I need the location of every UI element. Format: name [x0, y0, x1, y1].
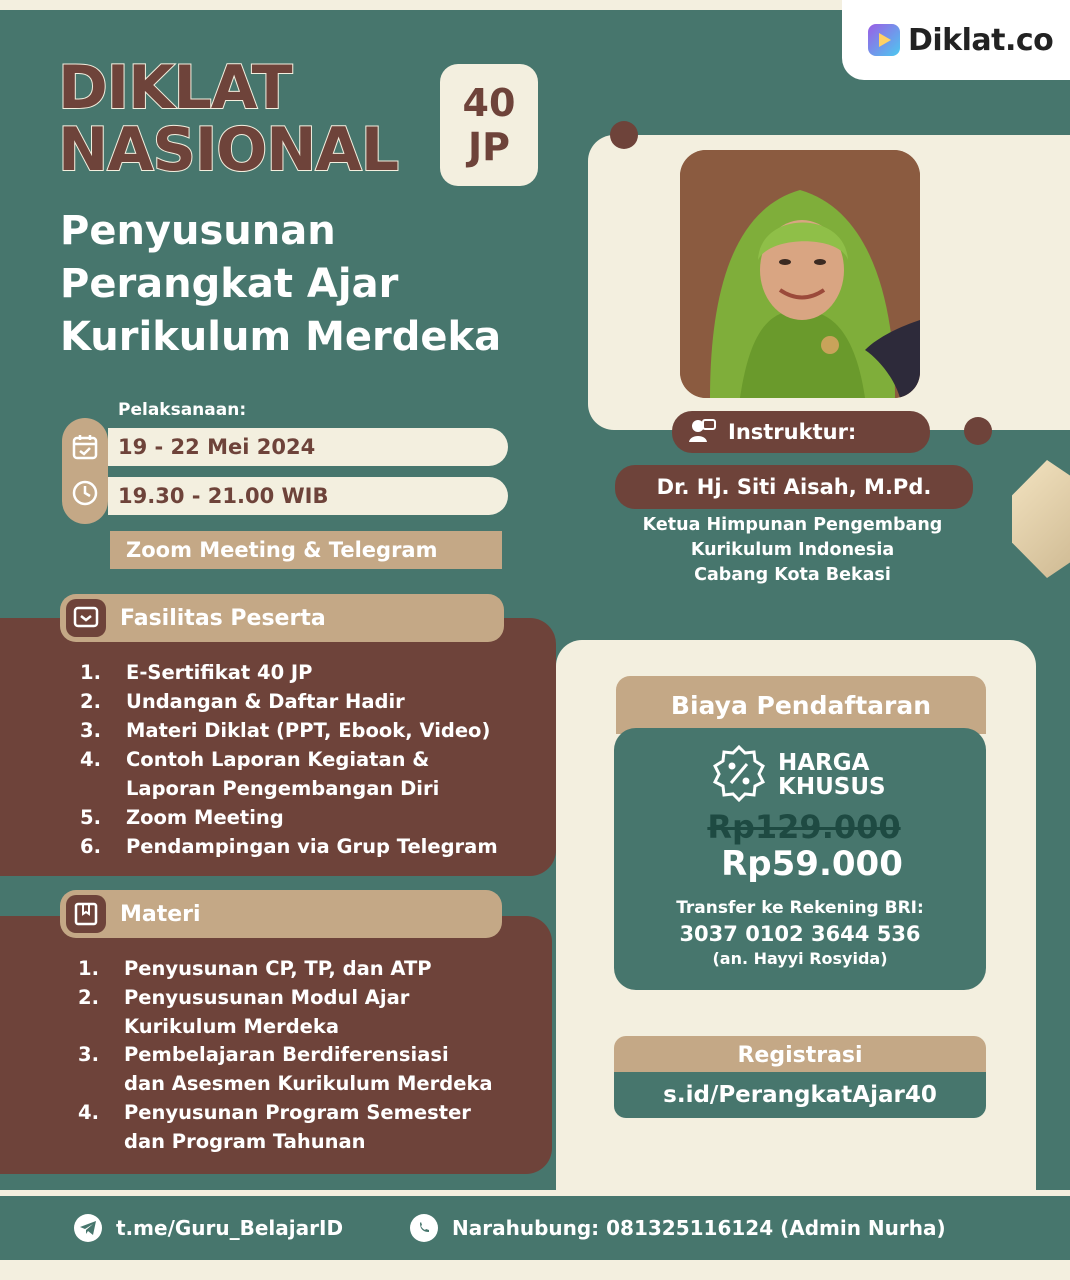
role-line-1: Ketua Himpunan Pengembang — [642, 515, 943, 535]
registration-link[interactable]: s.id/PerangkatAjar40 — [614, 1072, 986, 1118]
item-number: 3. — [78, 1043, 99, 1067]
list-item — [78, 984, 493, 1042]
subtitle-line-1: Penyusunan — [60, 208, 336, 254]
item-text-line-2: Kurikulum Merdeka — [124, 1014, 340, 1038]
instructor-name: Dr. Hj. Siti Aisah, M.Pd. — [656, 475, 932, 499]
instructor-label: Instruktur: — [728, 420, 857, 444]
list-item — [80, 716, 498, 745]
item-text — [124, 984, 409, 1042]
item-number: 3. — [80, 719, 101, 742]
role-line-3: Cabang Kota Bekasi — [694, 565, 891, 585]
facilities-list — [80, 658, 498, 861]
materials-heading: Materi — [120, 901, 201, 927]
list-item — [80, 832, 498, 861]
special-line-2: KHUSUS — [778, 774, 886, 800]
decor-dot — [964, 417, 992, 445]
item-number: 2. — [78, 985, 99, 1009]
role-line-2: Kurikulum Indonesia — [690, 540, 895, 560]
account-number: 3037 0102 3644 536 — [679, 922, 921, 946]
item-text: E-Sertifikat 40 JP — [126, 661, 313, 684]
schedule-label: Pelaksanaan: — [118, 400, 247, 420]
footer-contact[interactable] — [410, 1210, 946, 1246]
list-item — [80, 658, 498, 687]
certificate-icon — [66, 599, 106, 637]
schedule-date: 19 - 22 Mei 2024 — [108, 428, 508, 466]
title-line-1: DIKLAT — [58, 53, 292, 123]
list-item — [78, 955, 493, 984]
facilities-heading: Fasilitas Peserta — [120, 605, 326, 631]
item-text-line-2: Laporan Pengembangan Diri — [126, 777, 440, 800]
special-price-text — [778, 751, 886, 799]
transfer-info — [614, 896, 986, 970]
old-price: Rp129.000 — [707, 808, 901, 846]
decor-dot — [610, 121, 638, 149]
item-text-line-2: dan Program Tahunan — [124, 1129, 366, 1153]
logo-text: Diklat.co — [908, 22, 1054, 58]
item-text-line-1: Contoh Laporan Kegiatan & — [126, 748, 430, 771]
item-text-line-1: Pembelajaran Berdiferensiasi — [124, 1043, 449, 1067]
item-text — [124, 1041, 493, 1099]
jp-badge — [440, 64, 538, 186]
brand-logo[interactable] — [842, 0, 1070, 80]
item-number: 6. — [80, 835, 101, 858]
item-text: Pendampingan via Grup Telegram — [126, 835, 498, 858]
list-item — [80, 687, 498, 716]
facilities-heading-pill — [60, 594, 504, 642]
materials-list — [78, 955, 493, 1157]
whatsapp-icon — [410, 1214, 438, 1242]
special-price-badge — [710, 744, 886, 806]
list-item — [78, 1099, 493, 1157]
jp-badge-number: 40 — [462, 81, 516, 125]
title-line-2: NASIONAL — [58, 115, 399, 185]
item-text-line-1: Penyusunan Program Semester — [124, 1100, 471, 1124]
price-heading: Biaya Pendaftaran — [616, 676, 986, 734]
course-subtitle — [60, 205, 580, 364]
item-text — [126, 745, 439, 803]
item-number: 4. — [78, 1100, 99, 1124]
instructor-label-pill — [672, 411, 930, 453]
contact-text: Narahubung: 081325116124 (Admin Nurha) — [452, 1216, 946, 1240]
schedule-platform: Zoom Meeting & Telegram — [110, 531, 502, 569]
bottom-strip — [0, 1260, 1070, 1280]
item-number: 1. — [80, 661, 101, 684]
jp-badge-unit: JP — [468, 125, 510, 169]
telegram-link[interactable]: t.me/Guru_BelajarID — [116, 1216, 344, 1240]
registration-heading: Registrasi — [614, 1036, 986, 1074]
item-number: 2. — [80, 690, 101, 713]
new-price: Rp59.000 — [721, 844, 903, 884]
account-name: (an. Hayyi Rosyida) — [712, 949, 888, 968]
list-item — [80, 745, 498, 803]
item-number: 5. — [80, 806, 101, 829]
presenter-icon — [688, 417, 716, 448]
list-item — [80, 803, 498, 832]
clock-icon — [70, 478, 100, 508]
item-text: Penyusunan CP, TP, dan ATP — [124, 957, 432, 980]
play-logo-icon — [868, 24, 900, 56]
transfer-label: Transfer ke Rekening BRI: — [676, 898, 924, 918]
instructor-role — [600, 513, 985, 588]
item-text: Undangan & Daftar Hadir — [126, 690, 405, 713]
item-text: Materi Diklat (PPT, Ebook, Video) — [126, 719, 491, 742]
list-item — [78, 1041, 493, 1099]
book-icon — [66, 895, 106, 933]
item-number: 4. — [80, 748, 101, 771]
subtitle-line-2: Perangkat Ajar — [60, 261, 399, 307]
materials-heading-pill — [60, 890, 502, 938]
telegram-icon — [74, 1214, 102, 1242]
discount-icon — [710, 744, 768, 806]
item-text — [124, 1099, 471, 1157]
instructor-photo — [680, 150, 920, 398]
schedule-time: 19.30 - 21.00 WIB — [108, 477, 508, 515]
item-text-line-1: Penyususunan Modul Ajar — [124, 985, 410, 1009]
calendar-icon — [70, 432, 100, 462]
instructor-name-pill — [615, 465, 973, 509]
special-line-1: HARGA — [778, 750, 870, 776]
item-text-line-2: dan Asesmen Kurikulum Merdeka — [124, 1072, 493, 1096]
item-number: 1. — [78, 957, 99, 980]
subtitle-line-3: Kurikulum Merdeka — [60, 314, 502, 360]
item-text: Zoom Meeting — [126, 806, 284, 829]
footer-telegram[interactable] — [74, 1210, 343, 1246]
